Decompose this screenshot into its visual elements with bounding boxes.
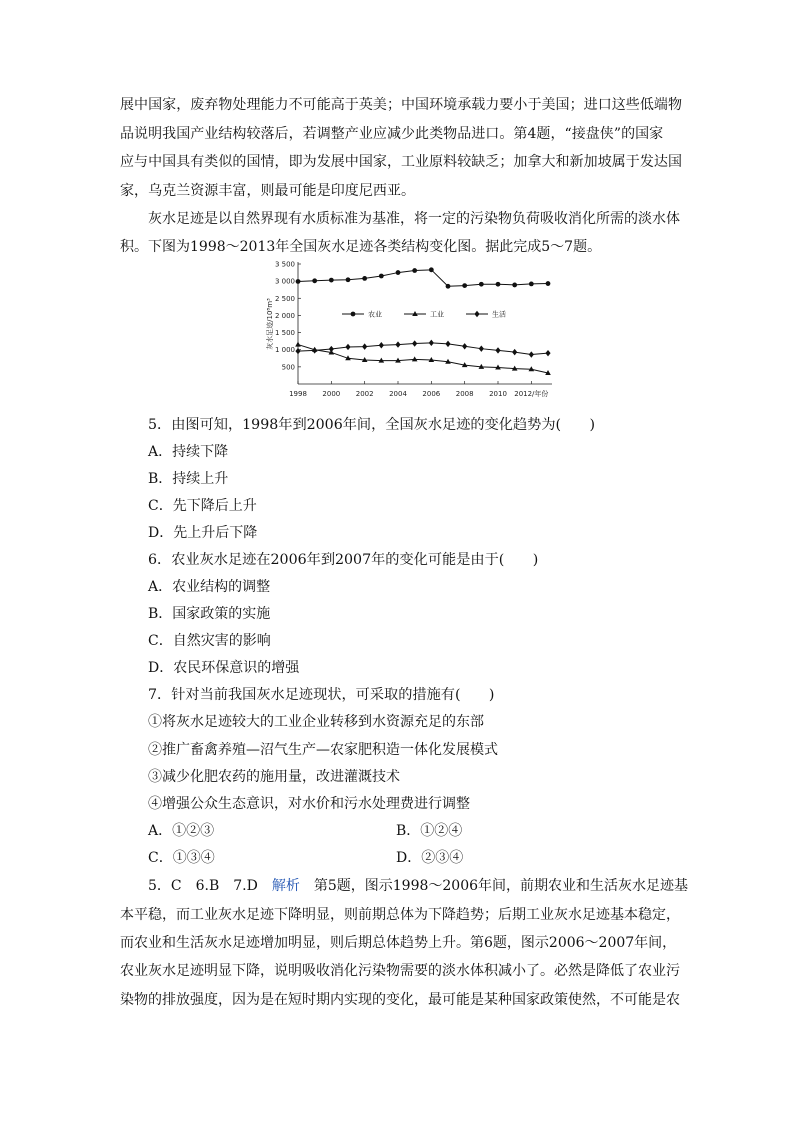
data-point-农业 bbox=[462, 283, 467, 288]
x-tick-label: 2010 bbox=[489, 390, 507, 398]
legend-label: 生活 bbox=[492, 310, 506, 319]
passage-line: 积。下图为1998～2013年全国灰水足迹各类结构变化图。据此完成5～7题。 bbox=[120, 239, 602, 255]
data-point-工业 bbox=[412, 356, 418, 361]
data-point-农业 bbox=[529, 281, 534, 286]
y-tick-label: 3 500 bbox=[274, 260, 295, 269]
x-tick-label: 2012/年份 bbox=[514, 390, 549, 398]
q5-option-b: B．持续上升 bbox=[148, 471, 229, 487]
x-tick-label: 2000 bbox=[322, 390, 341, 398]
question-7-stem: 7．针对当前我国灰水足迹现状，可采取的措施有( ) bbox=[148, 687, 495, 703]
data-point-生活 bbox=[395, 341, 400, 347]
data-point-生活 bbox=[512, 349, 517, 355]
data-point-生活 bbox=[312, 347, 317, 353]
series-line-农业 bbox=[298, 270, 548, 286]
data-point-生活 bbox=[479, 345, 484, 351]
data-point-农业 bbox=[546, 281, 551, 286]
data-point-农业 bbox=[396, 270, 401, 275]
passage-line: 灰水足迹是以自然界现有水质标准为基准，将一定的污染物负荷吸收消化所需的淡水体 bbox=[148, 211, 680, 227]
y-tick-label: 500 bbox=[281, 363, 295, 372]
y-axis-label: 灰水足迹/10⁸m³ bbox=[266, 298, 274, 350]
data-point-农业 bbox=[496, 282, 501, 287]
legend-label: 工业 bbox=[430, 310, 444, 319]
data-point-生活 bbox=[445, 341, 450, 347]
q7-item-4: ④增强公众生态意识，对水价和污水处理费进行调整 bbox=[148, 796, 470, 812]
q7-option-d: D．②③④ bbox=[396, 850, 464, 866]
grey-water-footprint-chart bbox=[262, 258, 566, 406]
y-tick-label: 2 500 bbox=[274, 294, 295, 303]
legend-marker bbox=[412, 311, 418, 316]
legend-marker bbox=[474, 311, 479, 317]
x-tick-label: 2008 bbox=[455, 390, 474, 398]
q7-item-1: ①将灰水足迹较大的工业企业转移到水资源充足的东部 bbox=[148, 714, 484, 730]
answer-first-line bbox=[148, 877, 708, 895]
question-6-stem: 6．农业灰水足迹在2006年到2007年的变化可能是由于( ) bbox=[148, 552, 539, 568]
data-point-生活 bbox=[495, 347, 500, 353]
analysis-line: 染物的排放强度，因为是在短时期内实现的变化，最可能是某种国家政策使然，不可能是农 bbox=[120, 992, 680, 1008]
data-point-农业 bbox=[329, 278, 334, 283]
analysis-line: 农业灰水足迹明显下降，说明吸收消化污染物需要的淡水体积减小了。必然是降低了农业污 bbox=[120, 963, 680, 979]
data-point-生活 bbox=[379, 342, 384, 348]
analysis-text: 第5题，图示1998～2006年间，前期农业和生活灰水足迹基 bbox=[313, 878, 689, 894]
data-point-生活 bbox=[429, 340, 434, 346]
question-5-stem: 5．由图可知，1998年到2006年间，全国灰水足迹的变化趋势为( ) bbox=[148, 417, 595, 433]
data-point-生活 bbox=[412, 340, 417, 346]
q6-option-c: C．自然灾害的影响 bbox=[148, 633, 271, 649]
data-point-生活 bbox=[329, 346, 334, 352]
data-point-农业 bbox=[446, 284, 451, 289]
analysis-label: 解析 bbox=[271, 878, 300, 894]
data-point-生活 bbox=[362, 343, 367, 349]
data-point-农业 bbox=[296, 279, 301, 284]
legend-label: 农业 bbox=[368, 310, 382, 319]
data-point-农业 bbox=[346, 277, 351, 282]
legend-marker bbox=[351, 312, 356, 317]
x-tick-label: 2004 bbox=[389, 390, 407, 398]
intro-line: 应与中国具有类似的国情，即为发展中国家，工业原料较缺乏；加拿大和新加坡属于发达国 bbox=[120, 154, 682, 170]
answer-keys: 5．C 6.B 7.D bbox=[148, 878, 258, 894]
data-point-工业 bbox=[295, 342, 301, 347]
q7-option-c: C．①③④ bbox=[148, 850, 215, 866]
data-point-农业 bbox=[312, 278, 317, 283]
q5-option-d: D．先上升后下降 bbox=[148, 525, 258, 541]
y-tick-label: 1 500 bbox=[274, 329, 295, 338]
intro-line: 展中国家，废弃物处理能力不可能高于英美；中国环境承载力要小于美国；进口这些低端物 bbox=[120, 97, 682, 113]
data-point-生活 bbox=[529, 351, 534, 357]
series-line-生活 bbox=[298, 343, 548, 355]
x-tick-label: 2006 bbox=[422, 390, 441, 398]
x-tick-label: 2002 bbox=[355, 390, 374, 398]
q7-item-3: ③减少化肥农药的施用量，改进灌溉技术 bbox=[148, 769, 400, 785]
q7-option-a: A．①②③ bbox=[148, 823, 215, 839]
intro-line: 家，乌克兰资源丰富，则最可能是印度尼西亚。 bbox=[120, 183, 416, 199]
data-point-农业 bbox=[479, 282, 484, 287]
data-point-生活 bbox=[345, 344, 350, 350]
data-point-生活 bbox=[295, 348, 300, 354]
q6-option-a: A．农业结构的调整 bbox=[148, 579, 271, 595]
y-tick-label: 1 000 bbox=[274, 346, 295, 355]
q6-option-d: D．农民环保意识的增强 bbox=[148, 660, 300, 676]
analysis-line: 而农业和生活灰水足迹增加明显，则后期总体趋势上升。第6题，图示2006～2007年间， bbox=[120, 935, 677, 951]
x-tick-label: 1998 bbox=[289, 390, 307, 398]
intro-line: 品说明我国产业结构较落后，若调整产业应减少此类物品进口。第4题，“接盘侠”的国家 bbox=[120, 126, 664, 142]
q5-option-a: A．持续下降 bbox=[148, 444, 229, 460]
data-point-生活 bbox=[545, 350, 550, 356]
data-point-农业 bbox=[412, 268, 417, 273]
data-point-农业 bbox=[429, 267, 434, 272]
analysis-line: 本平稳，而工业灰水足迹下降明显，则前期总体为下降趋势；后期工业灰水足迹基本稳定， bbox=[120, 907, 680, 923]
data-point-生活 bbox=[462, 343, 467, 349]
q7-item-2: ②推广畜禽养殖—沼气生产—农家肥积造一体化发展模式 bbox=[148, 742, 498, 758]
q7-option-b: B．①②④ bbox=[396, 823, 463, 839]
y-tick-label: 2 000 bbox=[274, 311, 295, 320]
data-point-农业 bbox=[379, 274, 384, 279]
q6-option-b: B．国家政策的实施 bbox=[148, 606, 271, 622]
q5-option-c: C．先下降后上升 bbox=[148, 498, 257, 514]
data-point-农业 bbox=[362, 276, 367, 281]
y-tick-label: 3 000 bbox=[274, 277, 295, 286]
data-point-农业 bbox=[512, 283, 517, 288]
